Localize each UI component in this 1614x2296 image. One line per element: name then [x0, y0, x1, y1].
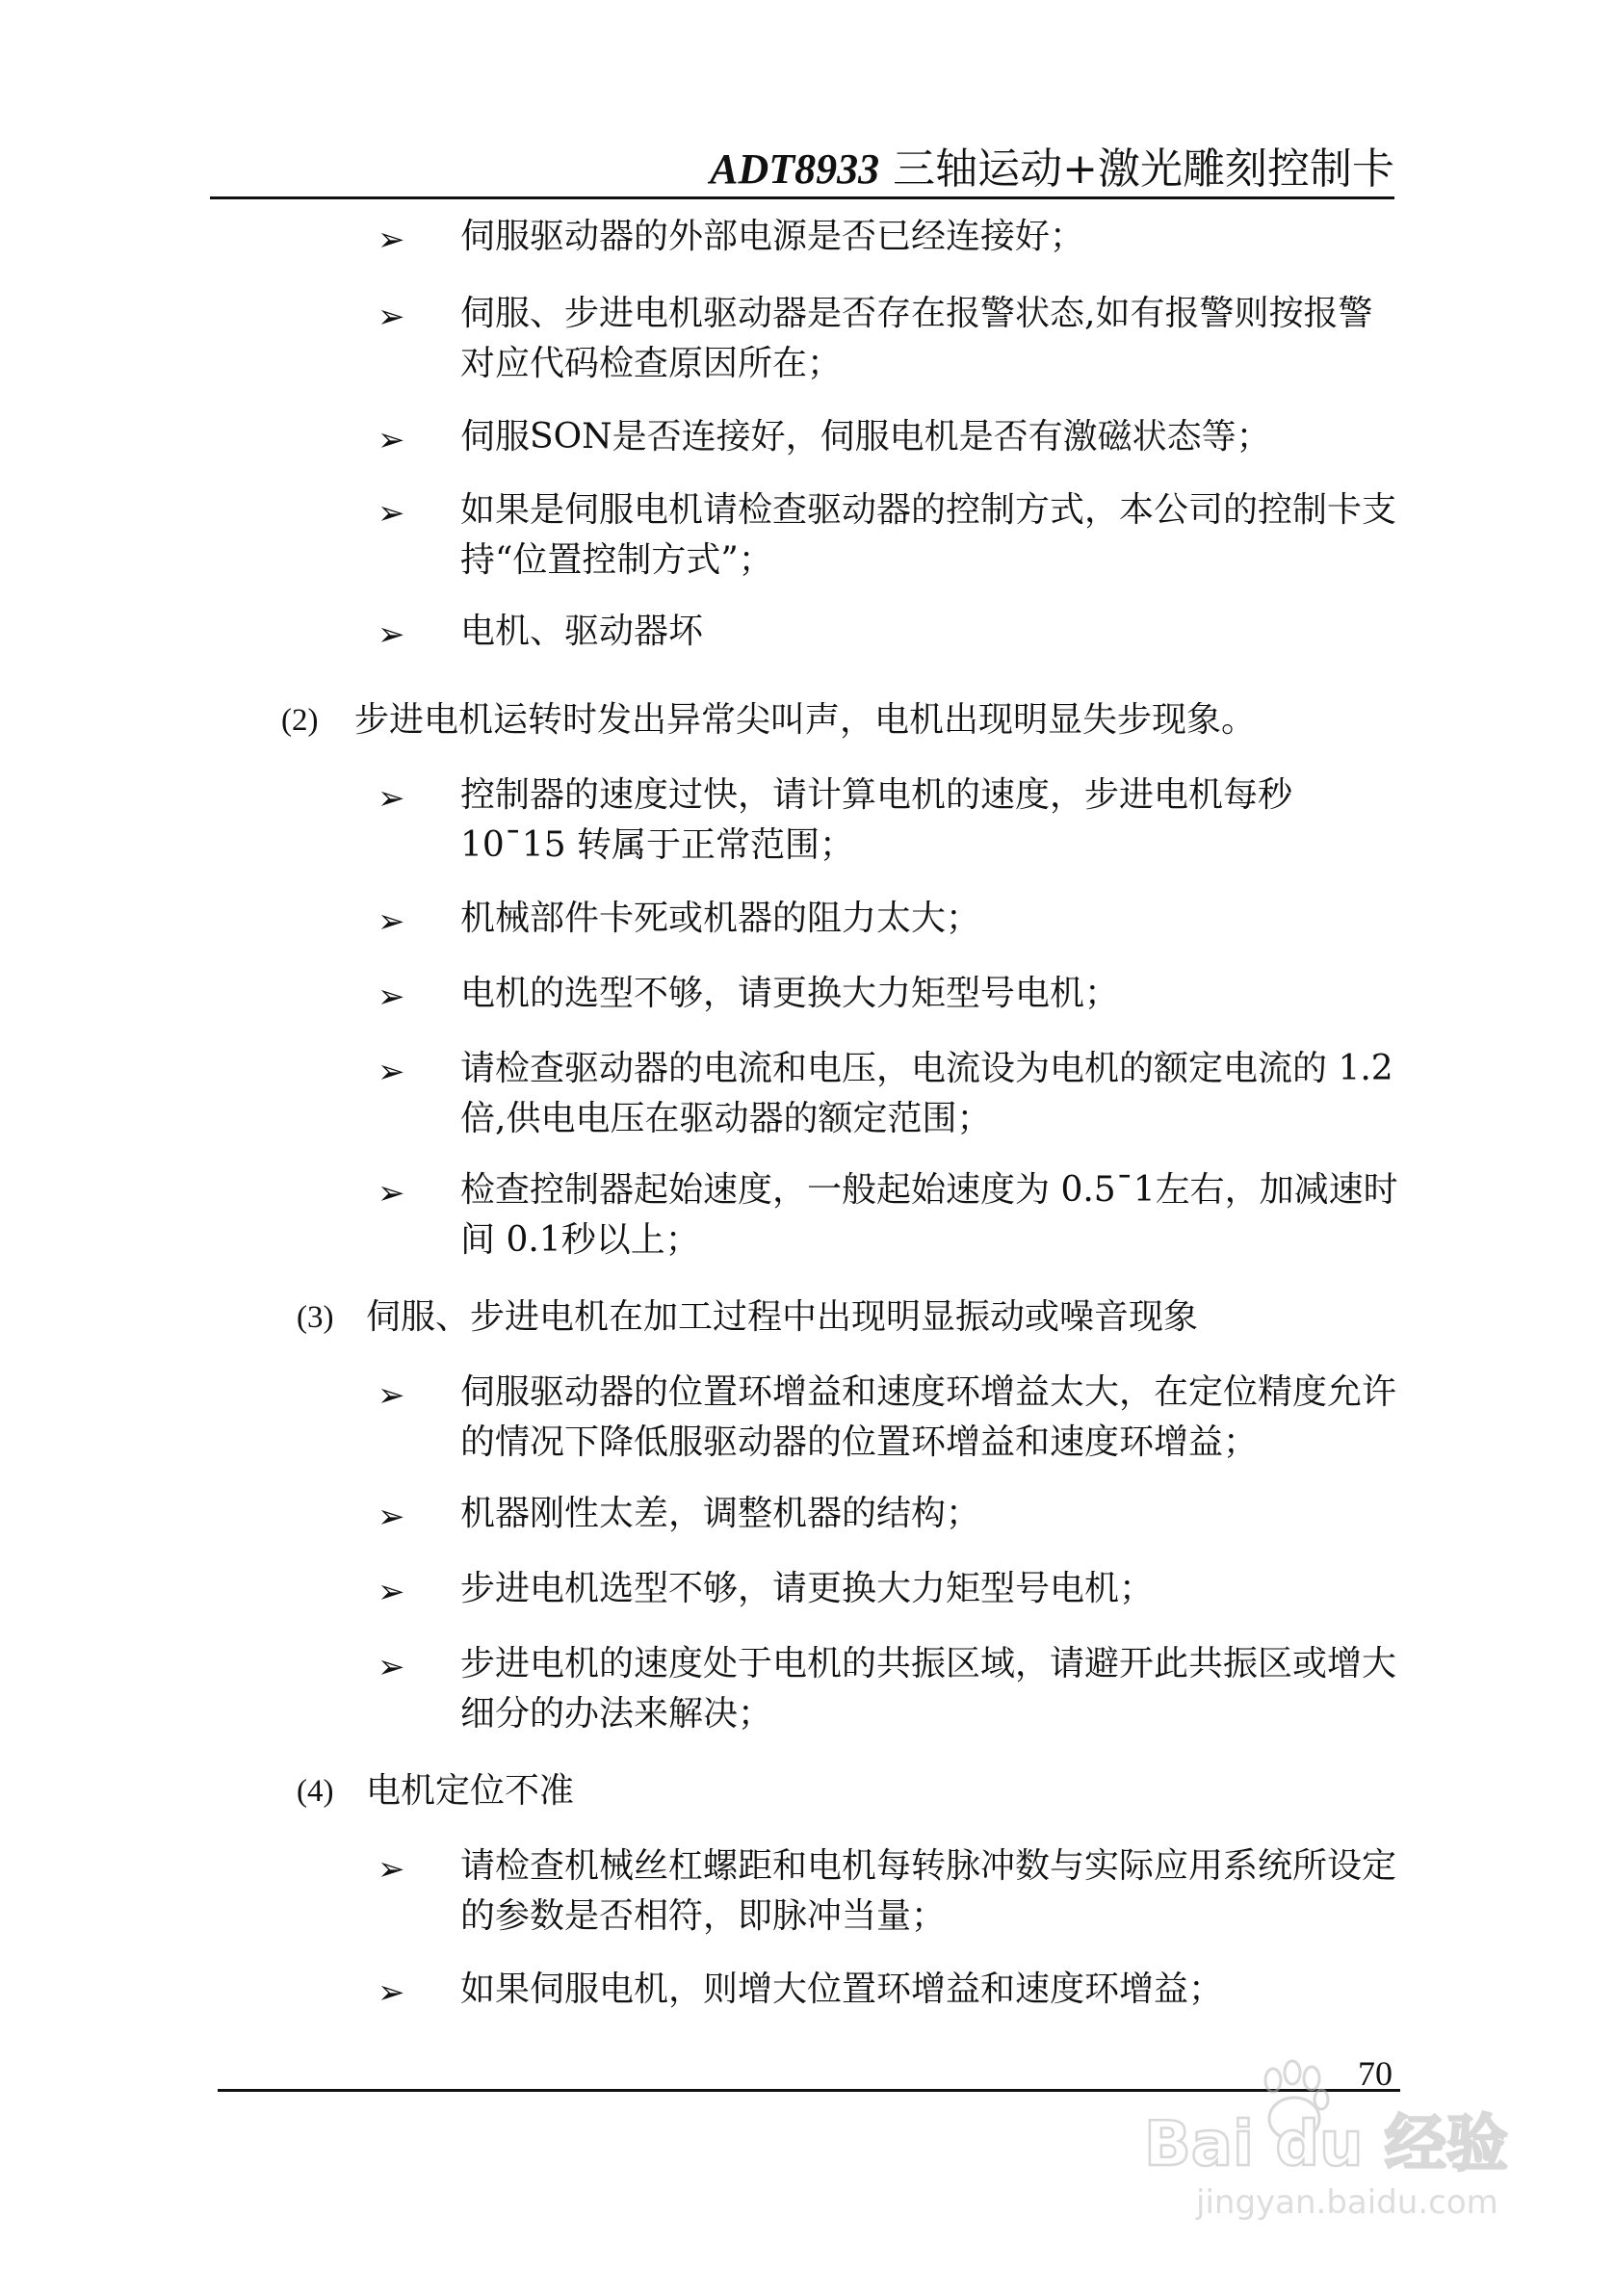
list-item: 伺服驱动器的位置环增益和速度环增益太大，在定位精度允许的情况下降低服驱动器的位置环增益和速度环增益； — [460, 1372, 1397, 1462]
paw-toe-shape — [1265, 2069, 1281, 2092]
arrow-bullet-icon: ➢ — [377, 298, 405, 336]
paw-toe-shape — [1315, 2090, 1328, 2109]
list-item: 请检查机械丝杠螺距和电机每转脉冲数与实际应用系统所设定的参数是否相符，即脉冲当量； — [460, 1846, 1397, 1936]
section-number: (2) — [281, 703, 319, 738]
section-number: (4) — [297, 1774, 334, 1809]
list-item: 如果伺服电机，则增大位置环增益和速度环增益； — [460, 1970, 1224, 2009]
header-divider — [210, 196, 1394, 199]
arrow-bullet-icon: ➢ — [377, 615, 405, 654]
arrow-bullet-icon: ➢ — [377, 421, 405, 459]
section-title: 伺服、步进电机在加工过程中出现明显振动或噪音现象 — [366, 1297, 1199, 1337]
product-model: ADT8933 — [710, 145, 880, 193]
arrow-bullet-icon: ➢ — [377, 902, 405, 941]
arrow-bullet-icon: ➢ — [377, 978, 405, 1016]
arrow-bullet-icon: ➢ — [377, 1648, 405, 1686]
baidu-jingyan-watermark — [1136, 2051, 1560, 2225]
arrow-bullet-icon: ➢ — [377, 221, 405, 259]
list-item: 机械部件卡死或机器的阻力太大； — [460, 899, 981, 938]
paw-toe-shape — [1304, 2067, 1319, 2090]
arrow-bullet-icon: ➢ — [377, 1174, 405, 1213]
document-title — [710, 144, 1394, 196]
list-item: 步进电机选型不够，请更换大力矩型号电机； — [460, 1569, 1155, 1608]
list-item: 如果是伺服电机请检查驱动器的控制方式，本公司的控制卡支持“位置控制方式”； — [460, 490, 1397, 580]
section-title: 电机定位不准 — [366, 1771, 575, 1811]
list-item: 电机、驱动器坏 — [460, 612, 704, 651]
list-item: 步进电机的速度处于电机的共振区域，请避开此共振区或增大细分的办法来解决； — [460, 1644, 1397, 1734]
arrow-bullet-icon: ➢ — [377, 1850, 405, 1889]
arrow-bullet-icon: ➢ — [377, 1973, 405, 2012]
arrow-bullet-icon: ➢ — [377, 1053, 405, 1091]
list-item: 伺服驱动器的外部电源是否已经连接好； — [460, 217, 1085, 256]
arrow-bullet-icon: ➢ — [377, 494, 405, 533]
arrow-bullet-icon: ➢ — [377, 779, 405, 818]
list-item: 电机的选型不够，请更换大力矩型号电机； — [460, 974, 1120, 1013]
watermark-url-text: jingyan.baidu.com — [1196, 2183, 1498, 2222]
product-description: 三轴运动+激光雕刻控制卡 — [879, 144, 1394, 194]
arrow-bullet-icon: ➢ — [377, 1376, 405, 1415]
list-item: 检查控制器起始速度，一般起始速度为 0.5¯1左右，加减速时间 0.1秒以上； — [460, 1170, 1398, 1260]
page-number: 70 — [1358, 2054, 1393, 2093]
list-item: 伺服SON是否连接好，伺服电机是否有激磁状态等； — [460, 417, 1271, 457]
list-item: 伺服、步进电机驱动器是否存在报警状态,如有报警则按报警对应代码检查原因所在； — [460, 294, 1373, 383]
section-number: (3) — [297, 1300, 334, 1335]
section-title: 步进电机运转时发出异常尖叫声，电机出现明显失步现象。 — [354, 700, 1257, 740]
list-item: 控制器的速度过快，请计算电机的速度，步进电机每秒 10¯15 转属于正常范围； — [460, 775, 1293, 865]
arrow-bullet-icon: ➢ — [377, 1573, 405, 1611]
paw-toe-shape — [1285, 2061, 1300, 2084]
watermark-brand-text: Bai du 经验 — [1144, 2109, 1508, 2180]
list-item: 请检查驱动器的电流和电压，电流设为电机的额定电流的 1.2 倍,供电电压在驱动器的额定范围； — [460, 1049, 1393, 1138]
arrow-bullet-icon: ➢ — [377, 1498, 405, 1536]
list-item: 机器刚性太差，调整机器的结构； — [460, 1494, 981, 1533]
